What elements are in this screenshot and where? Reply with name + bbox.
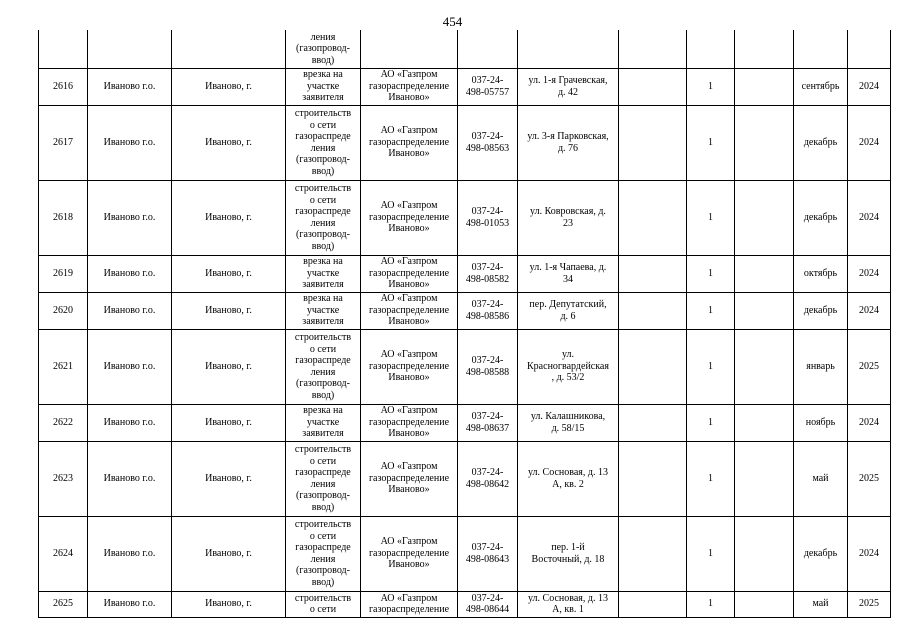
cell-address: пер. Депутатский, д. 6 <box>518 292 619 329</box>
cell-organization: АО «Газпром газораспределение Иваново» <box>361 329 458 404</box>
table-row <box>39 255 891 292</box>
cell-organization: АО «Газпром газораспределение Иваново» <box>361 292 458 329</box>
cell-year: 2024 <box>848 292 891 329</box>
cell-quantity: 1 <box>687 516 735 591</box>
cell-work-type: строительств о сети газораспреде ления (газопровод- ввод) <box>286 516 361 591</box>
table-row <box>39 329 891 404</box>
cell-district: Иваново г.о. <box>88 404 172 441</box>
cell-year <box>848 30 891 68</box>
cell-organization: АО «Газпром газораспределение Иваново» <box>361 68 458 105</box>
cell-number: 2623 <box>39 441 88 516</box>
cell-locality: Иваново, г. <box>172 441 286 516</box>
cell-address: пер. 1-й Восточный, д. 18 <box>518 516 619 591</box>
cell-work-type: врезка на участке заявителя <box>286 292 361 329</box>
cell-empty <box>619 404 687 441</box>
cell-year: 2025 <box>848 441 891 516</box>
cell-address <box>518 30 619 68</box>
cell-district: Иваново г.о. <box>88 329 172 404</box>
cell-month: ноябрь <box>794 404 848 441</box>
cell-year: 2025 <box>848 591 891 617</box>
table-row <box>39 68 891 105</box>
cell-work-type: врезка на участке заявителя <box>286 404 361 441</box>
cell-month: декабрь <box>794 180 848 255</box>
cell-locality: Иваново, г. <box>172 591 286 617</box>
cell-work-type: строительств о сети газораспреде ления (газопровод- ввод) <box>286 441 361 516</box>
table-row <box>39 591 891 617</box>
cell-address: ул. Сосновая, д. 13 А, кв. 2 <box>518 441 619 516</box>
cell-year: 2024 <box>848 516 891 591</box>
cell-work-type: врезка на участке заявителя <box>286 68 361 105</box>
cell-address: ул. Ковровская, д. 23 <box>518 180 619 255</box>
cell-organization <box>361 30 458 68</box>
cell-empty <box>735 441 794 516</box>
continuation-row <box>39 30 891 68</box>
cell-empty <box>619 30 687 68</box>
table-row <box>39 105 891 180</box>
cell-work-type: строительств о сети газораспреде ления (газопровод- ввод) <box>286 329 361 404</box>
cell-address: ул. Калашникова, д. 58/15 <box>518 404 619 441</box>
cell-empty <box>619 329 687 404</box>
cell-address: ул. 1-я Чапаева, д. 34 <box>518 255 619 292</box>
cell-locality: Иваново, г. <box>172 292 286 329</box>
cell-year: 2024 <box>848 105 891 180</box>
cell-empty <box>735 516 794 591</box>
cell-code: 037-24- 498-08588 <box>458 329 518 404</box>
cell-empty <box>735 404 794 441</box>
cell-code: 037-24- 498-05757 <box>458 68 518 105</box>
cell-organization: АО «Газпром газораспределение Иваново» <box>361 180 458 255</box>
cell-number: 2621 <box>39 329 88 404</box>
cell-empty <box>735 180 794 255</box>
table-row <box>39 180 891 255</box>
cell-quantity: 1 <box>687 180 735 255</box>
cell-organization: АО «Газпром газораспределение Иваново» <box>361 404 458 441</box>
cell-locality: Иваново, г. <box>172 255 286 292</box>
cell-locality <box>172 30 286 68</box>
cell-month: декабрь <box>794 292 848 329</box>
cell-code <box>458 30 518 68</box>
cell-district: Иваново г.о. <box>88 292 172 329</box>
cell-work-type: строительств о сети <box>286 591 361 617</box>
cell-empty <box>619 292 687 329</box>
cell-number: 2617 <box>39 105 88 180</box>
cell-locality: Иваново, г. <box>172 516 286 591</box>
cell-quantity: 1 <box>687 292 735 329</box>
cell-empty <box>619 68 687 105</box>
cell-empty <box>735 292 794 329</box>
cell-code: 037-24- 498-08582 <box>458 255 518 292</box>
cell-code: 037-24- 498-08637 <box>458 404 518 441</box>
cell-empty <box>619 255 687 292</box>
cell-address: ул. 3-я Парковская, д. 76 <box>518 105 619 180</box>
cell-address: ул. 1-я Грачевская, д. 42 <box>518 68 619 105</box>
cell-empty <box>619 516 687 591</box>
cell-work-type: строительств о сети газораспреде ления (газопровод- ввод) <box>286 105 361 180</box>
table-row <box>39 404 891 441</box>
cell-number: 2616 <box>39 68 88 105</box>
cell-quantity: 1 <box>687 68 735 105</box>
table-row <box>39 441 891 516</box>
cell-empty <box>735 255 794 292</box>
cell-organization: АО «Газпром газораспределение Иваново» <box>361 516 458 591</box>
cell-quantity: 1 <box>687 329 735 404</box>
cell-locality: Иваново, г. <box>172 180 286 255</box>
table-row <box>39 292 891 329</box>
cell-address: ул. Сосновая, д. 13 А, кв. 1 <box>518 591 619 617</box>
cell-locality: Иваново, г. <box>172 68 286 105</box>
cell-month <box>794 30 848 68</box>
cell-quantity: 1 <box>687 255 735 292</box>
cell-code: 037-24- 498-08642 <box>458 441 518 516</box>
cell-locality: Иваново, г. <box>172 404 286 441</box>
cell-work-type: ления (газопровод- ввод) <box>286 30 361 68</box>
cell-empty <box>619 441 687 516</box>
cell-quantity: 1 <box>687 591 735 617</box>
table-row <box>39 516 891 591</box>
cell-year: 2025 <box>848 329 891 404</box>
cell-empty <box>735 591 794 617</box>
cell-month: май <box>794 441 848 516</box>
cell-district: Иваново г.о. <box>88 255 172 292</box>
cell-number: 2624 <box>39 516 88 591</box>
cell-empty <box>735 68 794 105</box>
cell-code: 037-24- 498-08586 <box>458 292 518 329</box>
cell-empty <box>735 329 794 404</box>
register-table <box>38 30 891 618</box>
cell-empty <box>619 591 687 617</box>
cell-code: 037-24- 498-01053 <box>458 180 518 255</box>
cell-number: 2622 <box>39 404 88 441</box>
cell-month: декабрь <box>794 105 848 180</box>
cell-quantity: 1 <box>687 105 735 180</box>
cell-month: октябрь <box>794 255 848 292</box>
cell-district: Иваново г.о. <box>88 591 172 617</box>
cell-number: 2620 <box>39 292 88 329</box>
cell-organization: АО «Газпром газораспределение Иваново» <box>361 441 458 516</box>
cell-quantity <box>687 30 735 68</box>
cell-district: Иваново г.о. <box>88 68 172 105</box>
cell-empty <box>735 30 794 68</box>
cell-organization: АО «Газпром газораспределение Иваново» <box>361 255 458 292</box>
cell-code: 037-24- 498-08644 <box>458 591 518 617</box>
cell-empty <box>619 105 687 180</box>
cell-year: 2024 <box>848 68 891 105</box>
cell-district: Иваново г.о. <box>88 180 172 255</box>
cell-district: Иваново г.о. <box>88 516 172 591</box>
cell-empty <box>619 180 687 255</box>
cell-district: Иваново г.о. <box>88 441 172 516</box>
cell-month: сентябрь <box>794 68 848 105</box>
cell-code: 037-24- 498-08643 <box>458 516 518 591</box>
cell-code: 037-24- 498-08563 <box>458 105 518 180</box>
cell-work-type: врезка на участке заявителя <box>286 255 361 292</box>
cell-quantity: 1 <box>687 404 735 441</box>
cell-number: 2625 <box>39 591 88 617</box>
cell-quantity: 1 <box>687 441 735 516</box>
cell-organization: АО «Газпром газораспределение Иваново» <box>361 105 458 180</box>
cell-month: декабрь <box>794 516 848 591</box>
page-number: 454 <box>442 14 463 29</box>
cell-year: 2024 <box>848 180 891 255</box>
cell-district <box>88 30 172 68</box>
cell-work-type: строительств о сети газораспреде ления (газопровод- ввод) <box>286 180 361 255</box>
cell-year: 2024 <box>848 255 891 292</box>
cell-number: 2618 <box>39 180 88 255</box>
cell-number: 2619 <box>39 255 88 292</box>
cell-year: 2024 <box>848 404 891 441</box>
cell-organization: АО «Газпром газораспределение <box>361 591 458 617</box>
cell-empty <box>735 105 794 180</box>
cell-number <box>39 30 88 68</box>
cell-month: май <box>794 591 848 617</box>
cell-district: Иваново г.о. <box>88 105 172 180</box>
cell-locality: Иваново, г. <box>172 105 286 180</box>
cell-month: январь <box>794 329 848 404</box>
cell-locality: Иваново, г. <box>172 329 286 404</box>
cell-address: ул. Красногвардейская , д. 53/2 <box>518 329 619 404</box>
